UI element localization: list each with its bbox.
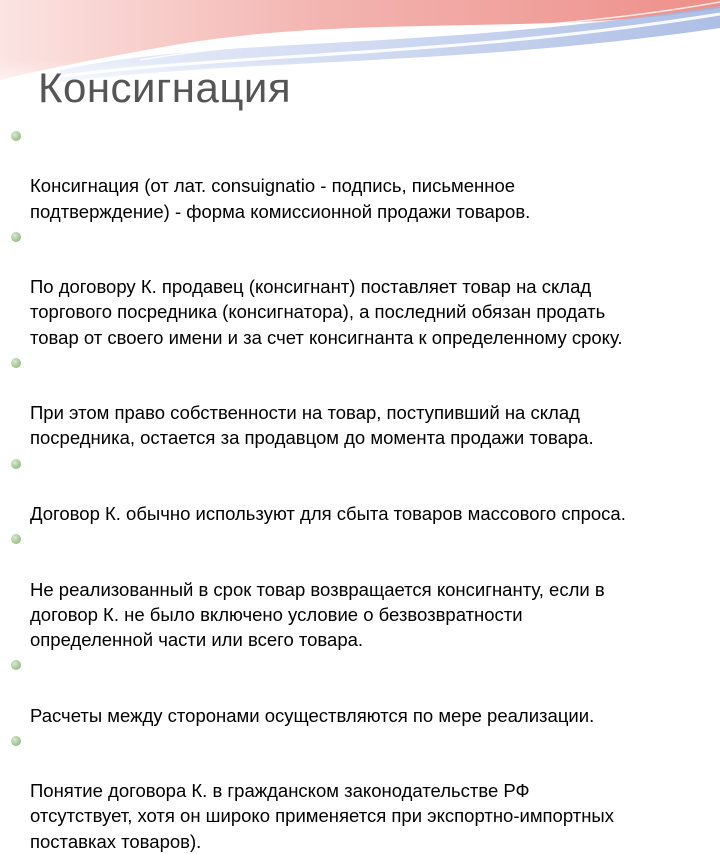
circle-bullet-icon <box>11 131 21 141</box>
bullet-item <box>0 451 720 527</box>
bullet-text: Понятие договора К. в гражданском законодательстве РФ отсутствует, хотя он широко применяется при экспортно-импортных поставках товаров). <box>30 780 614 852</box>
bullet-item <box>0 350 720 451</box>
bullet-item <box>0 728 720 854</box>
bullet-text: Расчеты между сторонами осуществляются по мере реализации. <box>30 704 595 726</box>
bullet-text: Консигнация (от лат. consuignatio - подпись, письменное подтверждение) - форма комиссионной продажи товаров. <box>30 175 531 222</box>
circle-bullet-icon <box>11 358 21 368</box>
bullet-text: По договору К. продавец (консигнант) поставляет товар на склад торгового посредника (консигнатора), а последний обязан продать товар от своего имени и за счет консигнанта к определенному сроку. <box>30 276 623 348</box>
bullet-item <box>0 123 720 224</box>
circle-bullet-icon <box>11 660 21 670</box>
circle-bullet-icon <box>11 736 21 746</box>
bullet-item <box>0 526 720 652</box>
bullet-item <box>0 224 720 350</box>
bullet-list <box>0 123 720 854</box>
circle-bullet-icon <box>11 459 21 469</box>
bullet-text: Не реализованный в срок товар возвращается консигнанту, если в договор К. не было включено условие о безвозвратности определенной части или всего товара. <box>30 578 605 651</box>
bullet-text: При этом право собственности на товар, поступивший на склад посредника, остается за продавцом до момента продажи товара. <box>30 402 594 449</box>
circle-bullet-icon <box>11 534 21 544</box>
bullet-text: Договор К. обычно используют для сбыта товаров массового спроса. <box>30 503 626 525</box>
bullet-item <box>0 652 720 728</box>
slide-title: Консигнация <box>38 64 292 111</box>
circle-bullet-icon <box>11 232 21 242</box>
